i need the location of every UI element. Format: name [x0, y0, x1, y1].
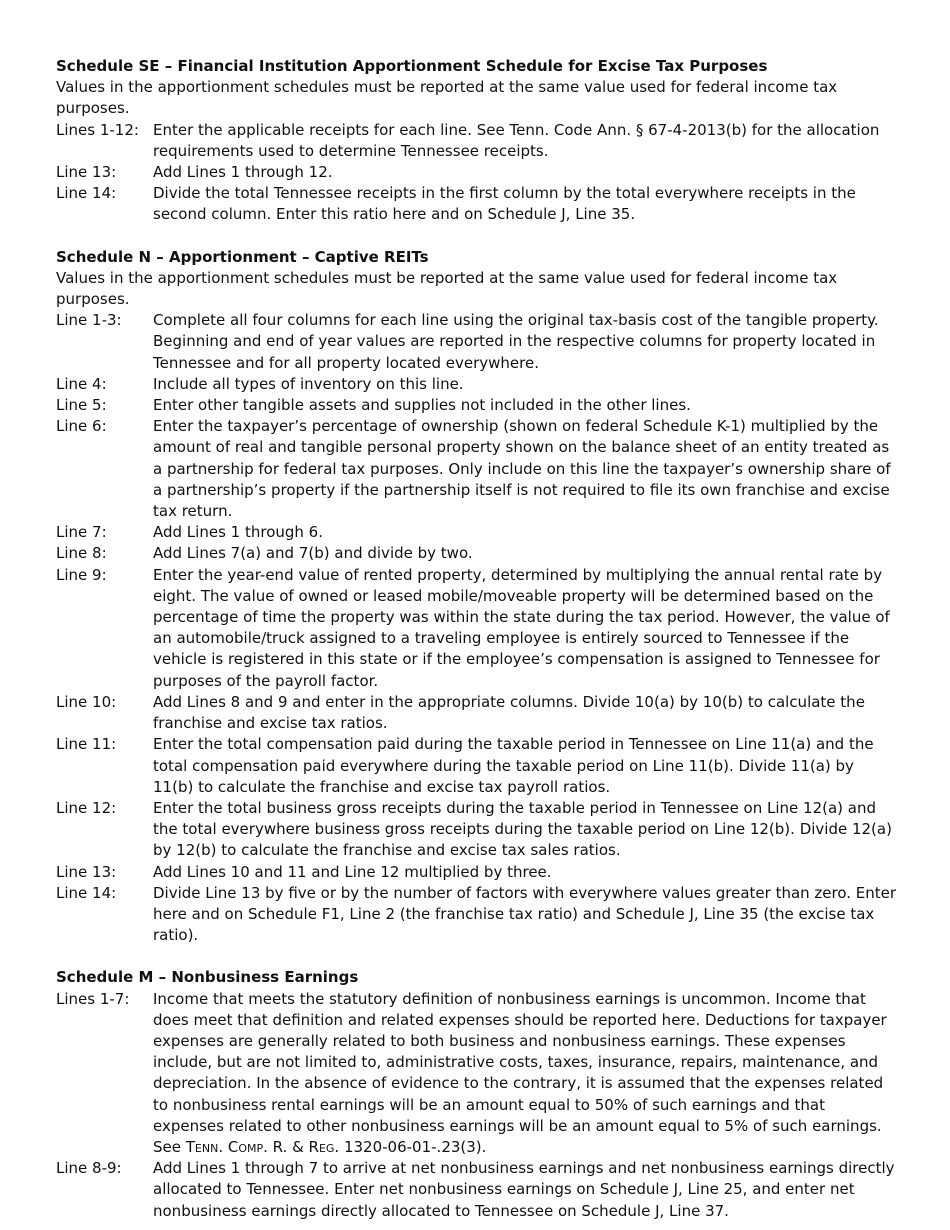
- schedule-se-entry-line-14: [56, 183, 898, 225]
- entry-label: Line 11:: [56, 735, 117, 754]
- schedule-se-section: [56, 56, 898, 226]
- schedule-n-entry-line-7: [56, 522, 898, 543]
- entry-text-body: Income that meets the statutory definition of nonbusiness earnings is uncommon. Income that does meet that definition and related expenses should be reported here. Deductions for taxpayer expenses are generally related to both business and nonbusiness earnings. These expenses include, but are not limited to, administrative costs, taxes, insurance, repairs, maintenance, and depreciation. In the absence of evidence to the contrary, it is assumed that the expenses related to nonbusiness rental earnings will be an amount equal to 50% of such earnings and that expenses related to other nonbusiness earnings will be an amount equal to 5% of such earnings. See: [153, 989, 887, 1156]
- schedule-n-entry-line-6: [56, 416, 898, 522]
- entry-text: Add Lines 8 and 9 and enter in the appropriate columns. Divide 10(a) by 10(b) to calculate the franchise and excise tax ratios.: [153, 692, 865, 733]
- schedule-n-entry-line-13: [56, 862, 898, 883]
- entry-label: Line 7:: [56, 523, 107, 542]
- entry-label: Lines 1-7:: [56, 989, 130, 1008]
- entry-text: Add Lines 7(a) and 7(b) and divide by two.: [153, 544, 473, 563]
- schedule-n-entry-line-14: [56, 883, 898, 947]
- entry-label: Line 8-9:: [56, 1159, 122, 1178]
- entry-label: Line 8:: [56, 544, 107, 563]
- regulation-citation: Tenn. Comp. R. & Reg.: [185, 1137, 340, 1156]
- entry-text: Enter the applicable receipts for each line. See Tenn. Code Ann. § 67-4-2013(b) for the allocation requirements used to determine Tennessee receipts.: [153, 120, 880, 160]
- schedule-se-intro: Values in the apportionment schedules must be reported at the same value used for federal income tax purposes.: [56, 78, 838, 118]
- entry-label: Line 9:: [56, 565, 107, 584]
- entry-text: Complete all four columns for each line using the original tax-basis cost of the tangible property. Beginning and end of year values are reported in the respective columns for property located in Tennessee and for all property located everywhere.: [153, 311, 879, 372]
- schedule-n-entry-line-5: [56, 395, 898, 416]
- entry-text: [153, 989, 898, 1159]
- schedule-n-intro: Values in the apportionment schedules must be reported at the same value used for federal income tax purposes.: [56, 268, 838, 309]
- entry-label: Line 6:: [56, 417, 107, 436]
- schedule-n-entry-line-11: [56, 734, 898, 798]
- entry-label: Line 1-3:: [56, 311, 122, 330]
- schedule-n-title: Schedule N – Apportionment – Captive REITs: [56, 247, 429, 266]
- schedule-n-entry-line-9: [56, 565, 898, 692]
- entry-label: Line 5:: [56, 396, 107, 415]
- schedule-se-entry-lines-1-12: [56, 120, 898, 162]
- entry-text: Divide Line 13 by five or by the number of factors with everywhere values greater than zero. Enter here and on Schedule F1, Line 2 (the franchise tax ratio) and Schedule J, Line 35 (the excise tax ratio).: [153, 883, 897, 945]
- schedule-se-title: Schedule SE – Financial Institution Apportionment Schedule for Excise Tax Purposes: [56, 57, 768, 75]
- schedule-m-entry-line-8-9: [56, 1158, 898, 1222]
- schedule-n-entry-line-10: [56, 692, 898, 734]
- schedule-n-entry-line-12: [56, 798, 898, 862]
- entry-label: Line 13:: [56, 862, 117, 881]
- entry-label: Line 14:: [56, 883, 117, 902]
- entry-label: Line 4:: [56, 374, 107, 393]
- entry-text: Include all types of inventory on this line.: [153, 374, 464, 393]
- entry-label: Line 10:: [56, 692, 117, 711]
- entry-label: Line 14:: [56, 184, 117, 203]
- entry-text: Divide the total Tennessee receipts in the first column by the total everywhere receipts in the second column. Enter this ratio here and on Schedule J, Line 35.: [153, 184, 856, 224]
- entry-text: Enter other tangible assets and supplies not included in the other lines.: [153, 396, 691, 415]
- entry-text: Enter the taxpayer’s percentage of ownership (shown on federal Schedule K-1) multiplied by the amount of real and tangible personal property shown on the balance sheet of an entity treated as a partnership for federal tax purposes. Only include on this line the taxpayer’s ownership share of a partnership’s property if the partnership itself is not required to file its own franchise and excise tax return.: [153, 417, 891, 521]
- schedule-m-section: [56, 967, 898, 1221]
- schedule-n-entry-line-4: [56, 374, 898, 395]
- entry-text: Enter the year-end value of rented property, determined by multiplying the annual rental rate by eight. The value of owned or leased mobile/moveable property will be determined based on the percentage of time the property was within the state during the tax period. However, the value of an automobile/truck assigned to a traveling employee is entirely sourced to Tennessee if the vehicle is registered in this state or if the employee’s compensation is assigned to Tennessee for purposes of the payroll factor.: [153, 565, 890, 690]
- schedule-m-entry-lines-1-7: [56, 989, 898, 1159]
- entry-text: Enter the total business gross receipts during the taxable period in Tennessee on Line 12(a) and the total everywhere business gross receipts during the taxable period on Line 12(b). Divide 12(a) by 12(b) to calculate the franchise and excise tax sales ratios.: [153, 798, 892, 860]
- entry-label: Line 13:: [56, 163, 117, 182]
- entry-text: Enter the total compensation paid during the taxable period in Tennessee on Line 11(a) and the total compensation paid everywhere during the taxable period on Line 11(b). Divide 11(a) by 11(b) to calculate the franchise and excise tax payroll ratios.: [153, 735, 874, 796]
- entry-text: Add Lines 1 through 12.: [153, 163, 333, 182]
- entry-text: Add Lines 10 and 11 and Line 12 multiplied by three.: [153, 862, 552, 881]
- entry-label: Lines 1-12:: [56, 120, 139, 139]
- schedule-n-entry-line-8: [56, 543, 898, 564]
- schedule-n-section: [56, 247, 898, 947]
- schedule-n-entry-line-1-3: [56, 310, 898, 374]
- entry-text: Add Lines 1 through 7 to arrive at net nonbusiness earnings and net nonbusiness earnings directly allocated to Tennessee. Enter net nonbusiness earnings on Schedule J, Line 25, and enter net nonbusiness earnings directly allocated to Tennessee on Schedule J, Line 37.: [153, 1159, 895, 1220]
- schedule-m-title: Schedule M – Nonbusiness Earnings: [56, 968, 359, 987]
- entry-label: Line 12:: [56, 798, 117, 817]
- schedule-se-entry-line-13: [56, 162, 898, 183]
- entry-text-tail: 1320-06-01-.23(3).: [339, 1137, 487, 1156]
- entry-text: Add Lines 1 through 6.: [153, 523, 323, 542]
